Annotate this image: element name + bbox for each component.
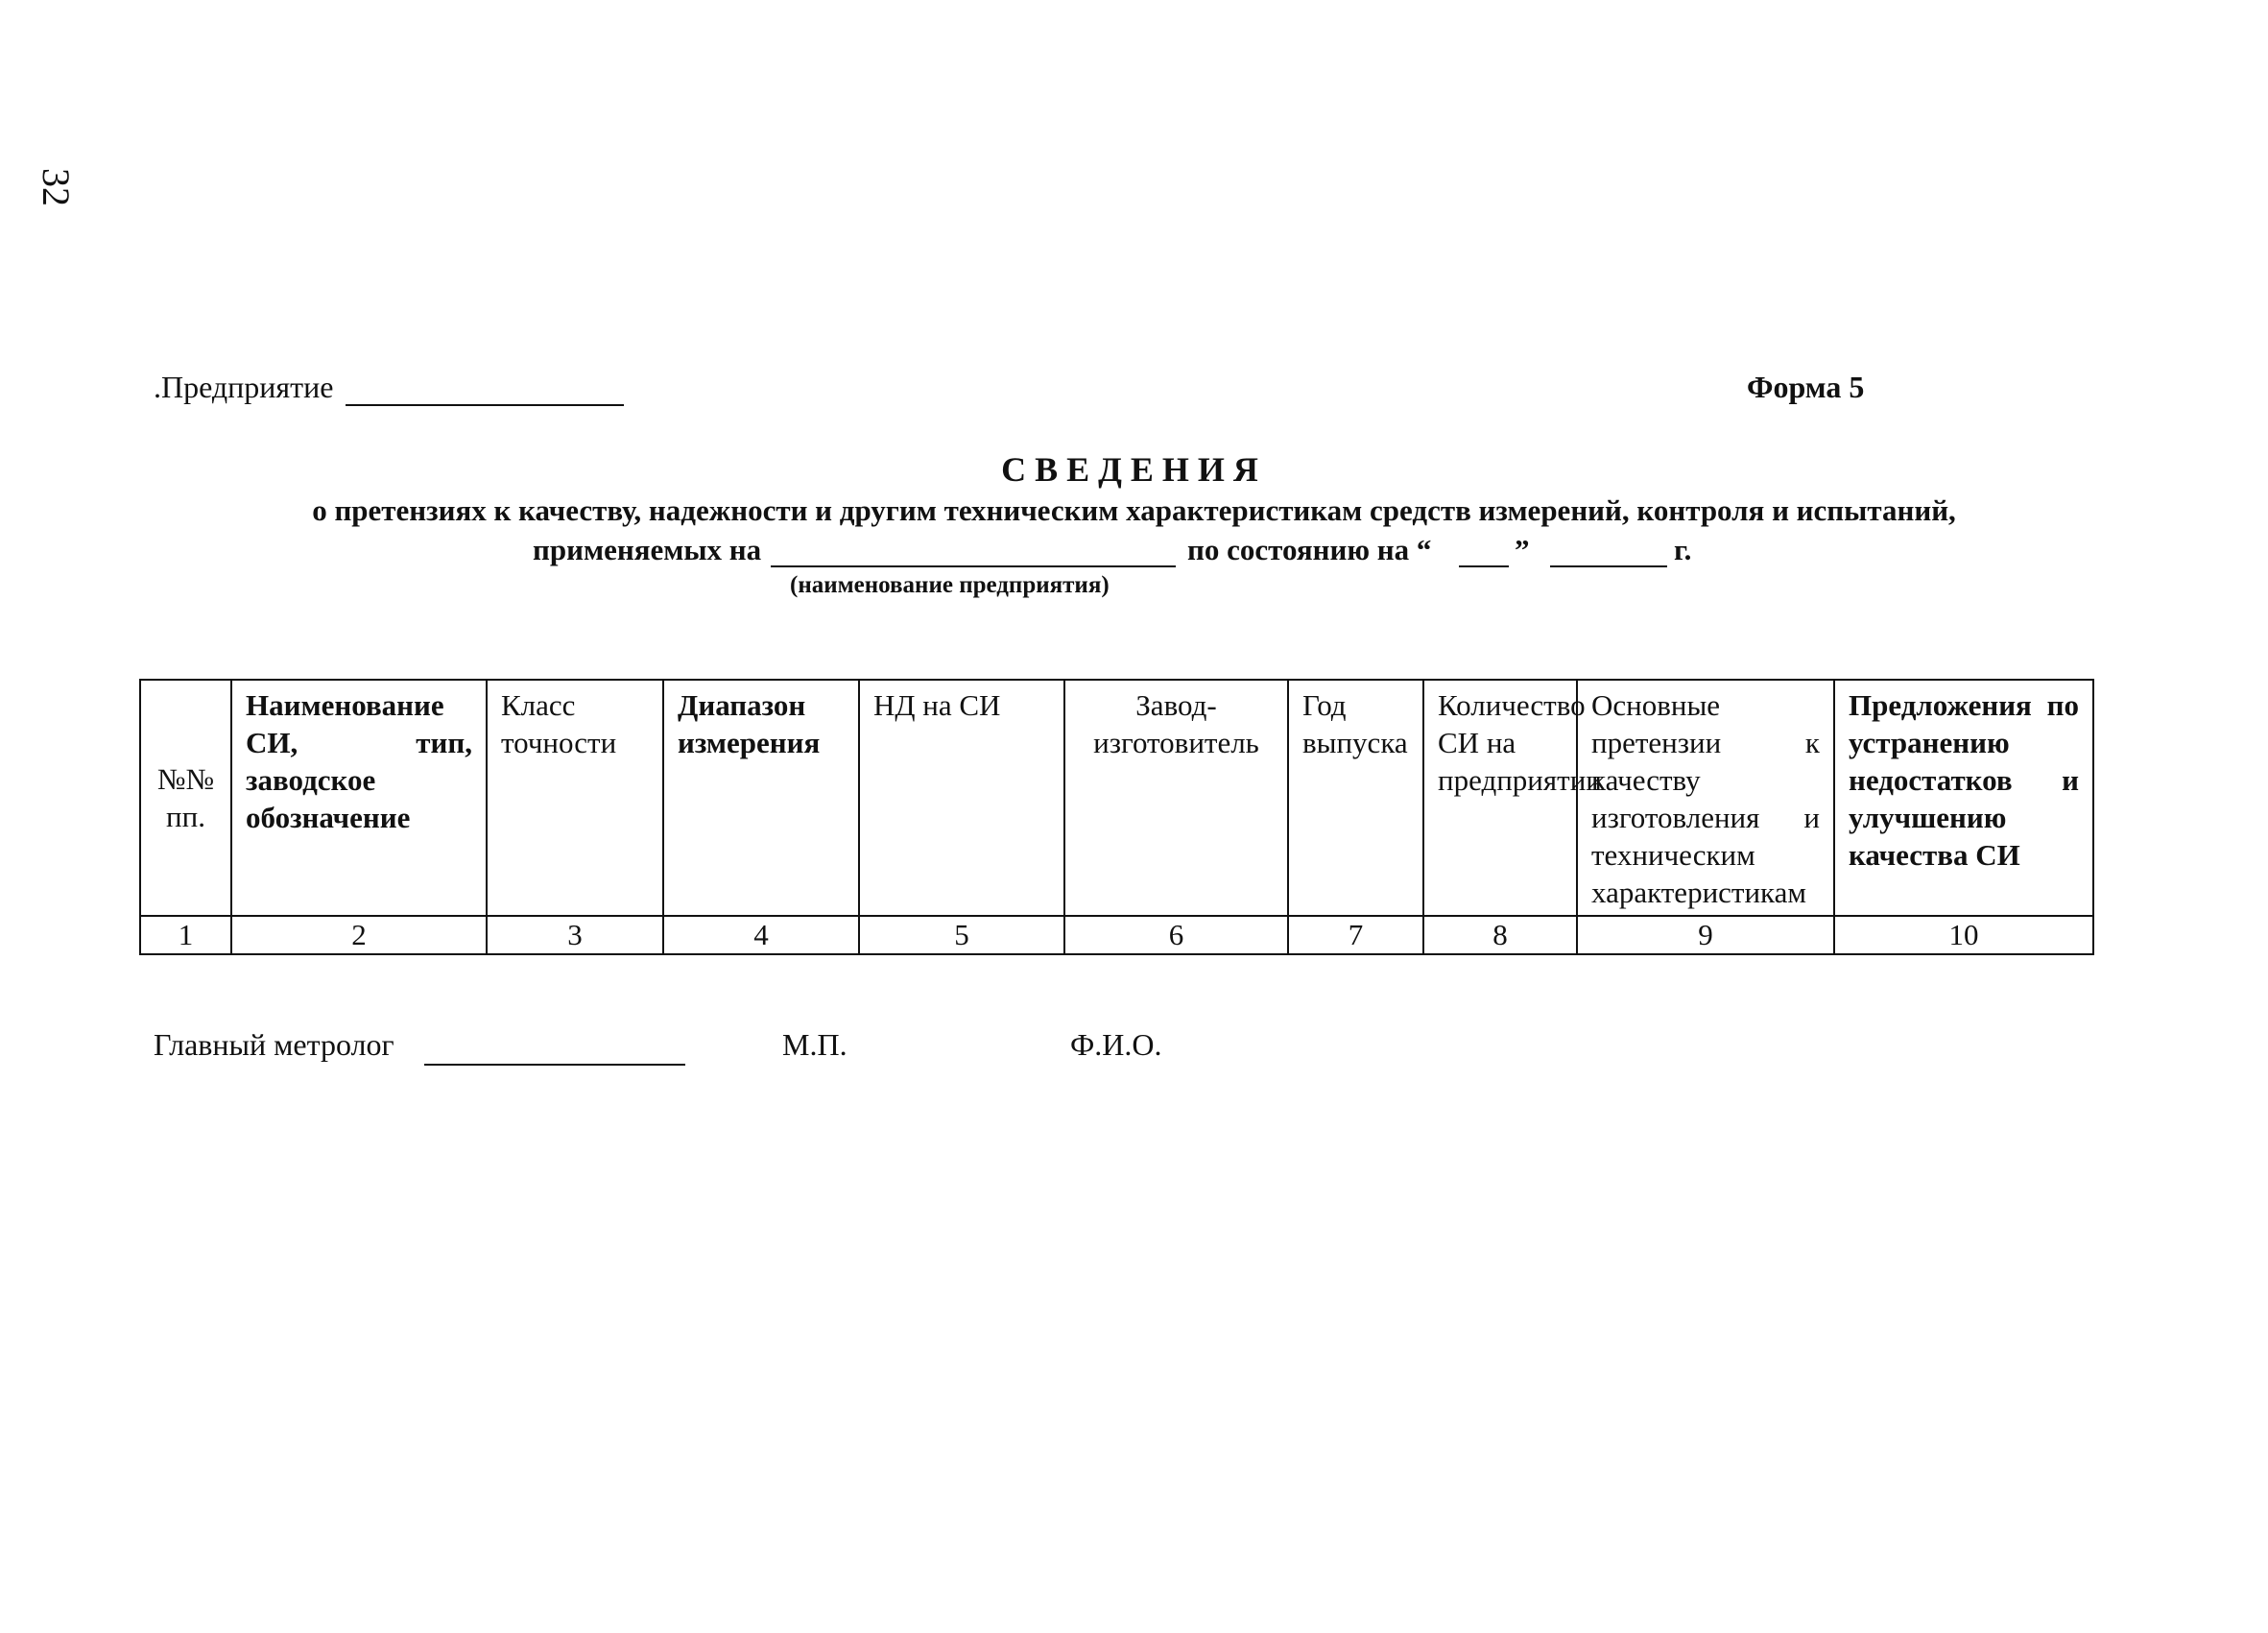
- column-number: 3: [487, 916, 663, 954]
- year-suffix: г.: [1674, 533, 1692, 566]
- column-number: 10: [1834, 916, 2093, 954]
- column-header: [231, 680, 487, 916]
- applied-prefix: применяемых на: [533, 533, 762, 566]
- claims-table: [139, 679, 2094, 955]
- column-header-label: №№ пп.: [156, 762, 215, 833]
- column-header: [140, 680, 231, 916]
- column-header-label: Диапазон измерения: [678, 688, 821, 759]
- enterprise-caption: (наименование предприятия): [790, 572, 1110, 598]
- column-number: 6: [1064, 916, 1288, 954]
- stamp-label: М.П.: [782, 1027, 848, 1062]
- enterprise-name-line: [771, 565, 1176, 567]
- header-row: [154, 370, 1881, 418]
- column-number: 8: [1423, 916, 1577, 954]
- column-header-label: Количество СИ на предприятии: [1438, 688, 1602, 797]
- column-header-label: Наименование СИ, тип, заводское обозначение: [246, 688, 472, 834]
- column-header-label: Год выпуска: [1302, 688, 1408, 759]
- chief-metrologist-label: Главный метролог: [154, 1027, 394, 1062]
- quote-close: ”: [1515, 533, 1530, 566]
- signature-line: [424, 1064, 685, 1066]
- column-header-label: Основные претензии к качеству изготовления и техническим характеристикам: [1591, 688, 1820, 909]
- column-number: 9: [1577, 916, 1834, 954]
- column-header: [1834, 680, 2093, 916]
- column-header: [1423, 680, 1602, 916]
- enterprise-field-line: [346, 404, 624, 406]
- applied-row: [533, 533, 1800, 575]
- column-header: [487, 680, 663, 916]
- signature-block: [154, 1027, 1305, 1075]
- column-header-label: Класс точности: [501, 688, 617, 759]
- enterprise-label: .Предприятие: [154, 370, 334, 404]
- document-title: СВЕДЕНИЯ: [1001, 450, 1267, 489]
- state-label: по состоянию на “: [1187, 533, 1432, 566]
- column-header: [1064, 680, 1288, 916]
- column-header: [663, 680, 859, 916]
- column-header: [859, 680, 1064, 916]
- column-number: 7: [1288, 916, 1423, 954]
- column-number: 2: [231, 916, 487, 954]
- column-header-label: Предложения по устранению недостатков и улучшению качества СИ: [1849, 688, 2079, 872]
- column-number: 4: [663, 916, 859, 954]
- column-header: [1288, 680, 1423, 916]
- month-line: [1550, 565, 1667, 567]
- column-header-label: Завод-изготовитель: [1093, 688, 1259, 759]
- column-header: [1577, 680, 1834, 916]
- form-label: Форма 5: [1747, 370, 1865, 404]
- column-number-row: [140, 916, 2093, 954]
- page-number: 32: [35, 168, 78, 206]
- column-number: 5: [859, 916, 1064, 954]
- document-subtitle: о претензиях к качеству, надежности и другим техническим характеристикам средств измерений, контроля и испытаний,: [312, 493, 1956, 527]
- column-number: 1: [140, 916, 231, 954]
- day-line: [1459, 565, 1509, 567]
- table-header-row: [140, 680, 2093, 916]
- column-header-label: НД на СИ: [873, 688, 1001, 722]
- fio-label: Ф.И.О.: [1070, 1027, 1162, 1062]
